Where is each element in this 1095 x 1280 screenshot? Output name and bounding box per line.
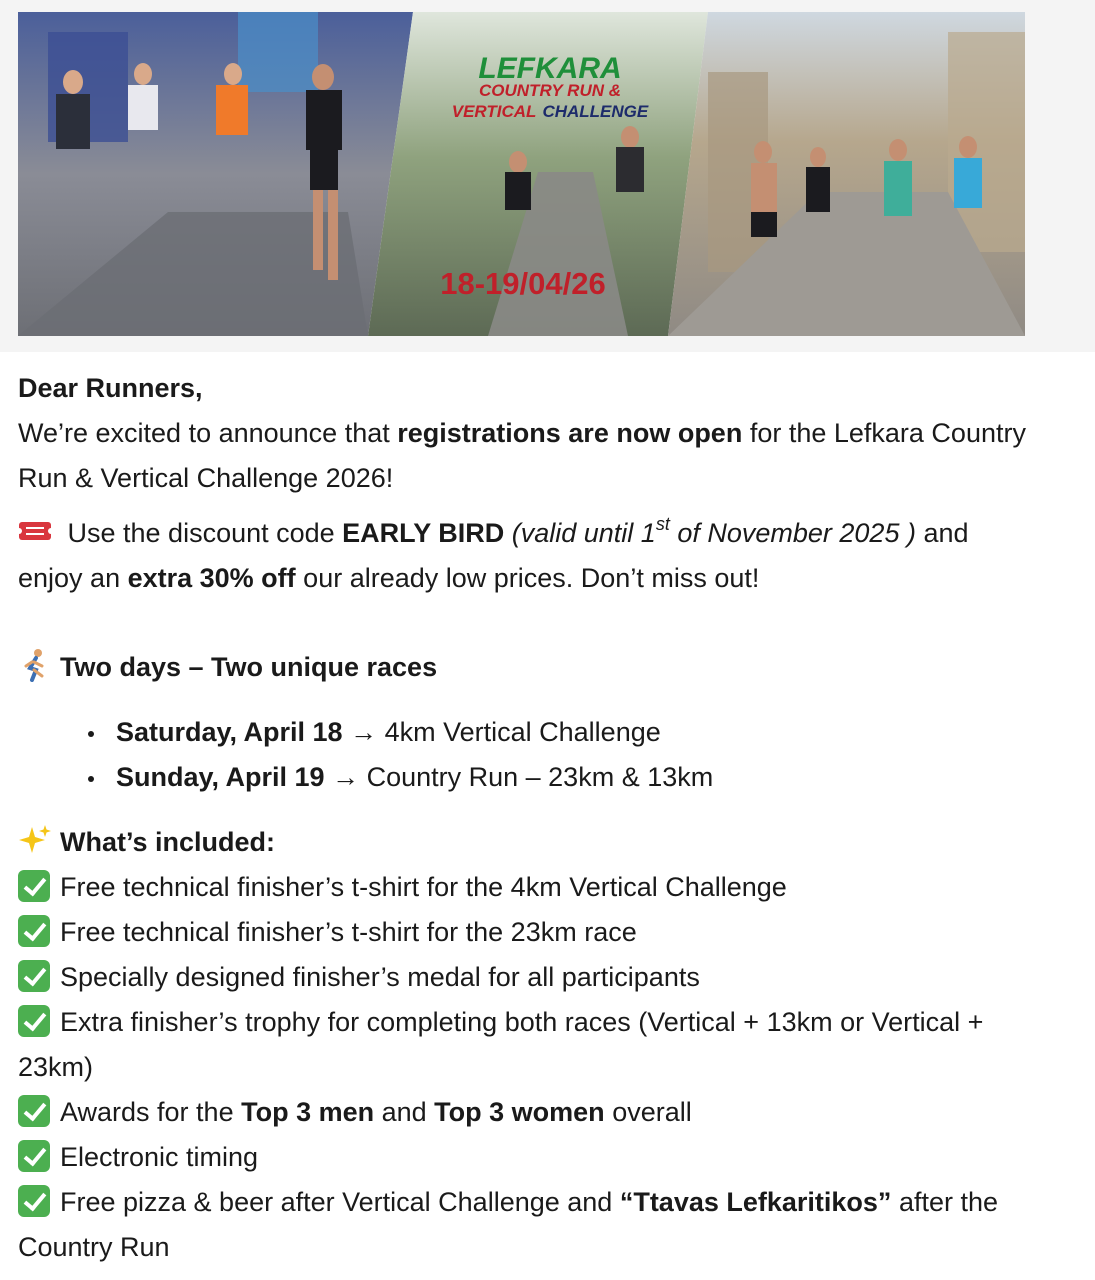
- banner-line3: VERTICAL CHALLENGE: [451, 102, 649, 121]
- list-item: Sunday, April 19 → Country Run – 23km & 13km: [88, 755, 1028, 800]
- check-icon: [18, 1140, 50, 1172]
- hero-banner-image[interactable]: [18, 12, 1025, 336]
- check-icon: [18, 1095, 50, 1127]
- races-list: [18, 710, 1028, 800]
- discount-amount: extra 30% off: [127, 563, 296, 593]
- banner-line2: COUNTRY RUN &: [479, 81, 621, 100]
- list-item: Specially designed finisher’s medal for all participants: [18, 955, 1028, 1000]
- discount-code: EARLY BIRD: [342, 518, 505, 548]
- check-icon: [18, 1005, 50, 1037]
- check-icon: [18, 915, 50, 947]
- list-item: Saturday, April 18 → 4km Vertical Challenge: [88, 710, 1028, 755]
- check-icon: [18, 960, 50, 992]
- intro-paragraph: We’re excited to announce that registrations are now open for the Lefkara Country Run & Vertical Challenge 2026!: [18, 418, 1026, 493]
- list-item: Awards for the Top 3 men and Top 3 women overall: [18, 1090, 1028, 1135]
- list-item: Extra finisher’s trophy for completing both races (Vertical + 13km or Vertical + 23km): [18, 1007, 984, 1082]
- included-list: [18, 865, 1028, 1270]
- check-icon: [18, 1185, 50, 1217]
- intro-highlight: registrations are now open: [397, 418, 743, 448]
- list-item: Free pizza & beer after Vertical Challenge and “Ttavas Lefkaritikos” after the Country Run: [18, 1187, 999, 1262]
- races-heading: Two days – Two unique races: [18, 645, 1028, 690]
- banner-dates: 18-19/04/26: [440, 266, 606, 301]
- list-item: Electronic timing: [18, 1135, 1028, 1180]
- included-heading: What’s included:: [18, 820, 1028, 865]
- banner-brand: LEFKARA: [478, 52, 622, 85]
- list-item: Free technical finisher’s t-shirt for the 23km race: [18, 910, 1028, 955]
- discount-validity: (valid until 1st of November 2025 ): [511, 514, 916, 548]
- check-icon: [18, 870, 50, 902]
- banner-graphic: [18, 12, 1025, 336]
- ticket-icon: [18, 514, 52, 548]
- hero-banner-area: [0, 0, 1095, 352]
- email-body: [18, 366, 1028, 1270]
- greeting: Dear Runners,: [18, 373, 203, 403]
- list-item: Free technical finisher’s t-shirt for the 4km Vertical Challenge: [18, 865, 1028, 910]
- runner-icon: [18, 648, 52, 682]
- sparkles-icon: [18, 823, 52, 857]
- discount-paragraph: Use the discount code EARLY BIRD (valid until 1st of November 2025 ) and enjoy an extra 30% off our already low prices. Don’t miss out!: [18, 514, 969, 593]
